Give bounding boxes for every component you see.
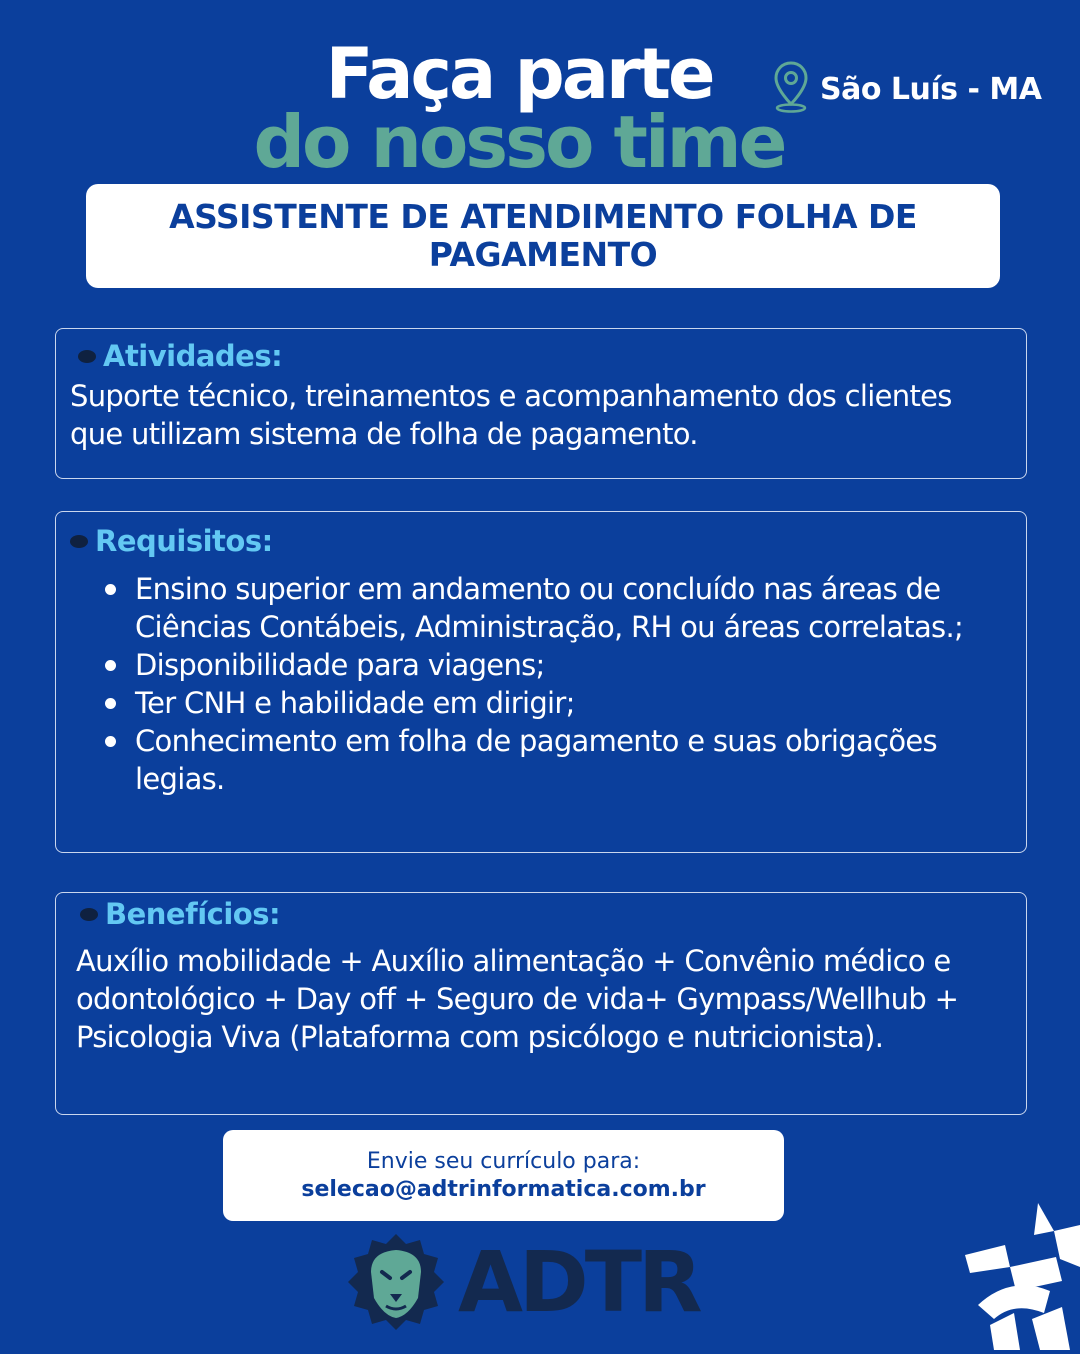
list-item: Ensino superior em andamento ou concluído nas áreas de Ciências Contábeis, Administração, RH ou áreas correlatas.; <box>99 570 1014 646</box>
logo-text: ADTR <box>458 1233 699 1331</box>
bullet-dot-icon <box>78 350 96 363</box>
benefits-text: Auxílio mobilidade + Auxílio alimentação + Convênio médico e odontológico + Day off + Seguro de vida+ Gympass/Wellhub + Psicologia Viva (Plataforma com psicólogo e nutricionista). <box>76 944 959 1054</box>
location-text: São Luís - MA <box>820 71 1042 107</box>
activities-section <box>55 328 1027 479</box>
list-item: Conhecimento em folha de pagamento e suas obrigações legias. <box>99 722 1014 798</box>
requirements-section <box>55 511 1027 853</box>
cta-email[interactable]: selecao@adtrinformatica.com.br <box>301 1176 706 1202</box>
location-pin-icon <box>772 60 810 118</box>
benefits-title: Benefícios: <box>105 897 281 931</box>
cta-card <box>223 1130 784 1221</box>
job-title-card <box>86 184 1000 288</box>
hero-title-line2: do nosso time <box>253 100 785 184</box>
list-item: Disponibilidade para viagens; <box>99 646 1014 684</box>
cta-label: Envie seu currículo para: <box>366 1148 641 1174</box>
adtr-logo <box>346 1232 699 1332</box>
hero-title-line1: Faça parte <box>325 33 713 115</box>
list-item: Ter CNH e habilidade em dirigir; <box>99 684 1014 722</box>
location <box>772 62 1041 116</box>
lion-icon <box>346 1232 446 1336</box>
benefits-section <box>55 892 1027 1115</box>
decorative-corner-icon <box>950 1195 1080 1354</box>
activities-title: Atividades: <box>103 339 283 373</box>
requirements-title: Requisitos: <box>95 524 273 558</box>
bullet-dot-icon <box>80 908 98 921</box>
requirements-list <box>99 570 1014 798</box>
bullet-dot-icon <box>70 535 88 548</box>
job-title: ASSISTENTE DE ATENDIMENTO FOLHA DE PAGAMENTO <box>169 197 917 274</box>
activities-text: Suporte técnico, treinamentos e acompanhamento dos clientes que utilizam sistema de folha de pagamento. <box>70 379 952 451</box>
